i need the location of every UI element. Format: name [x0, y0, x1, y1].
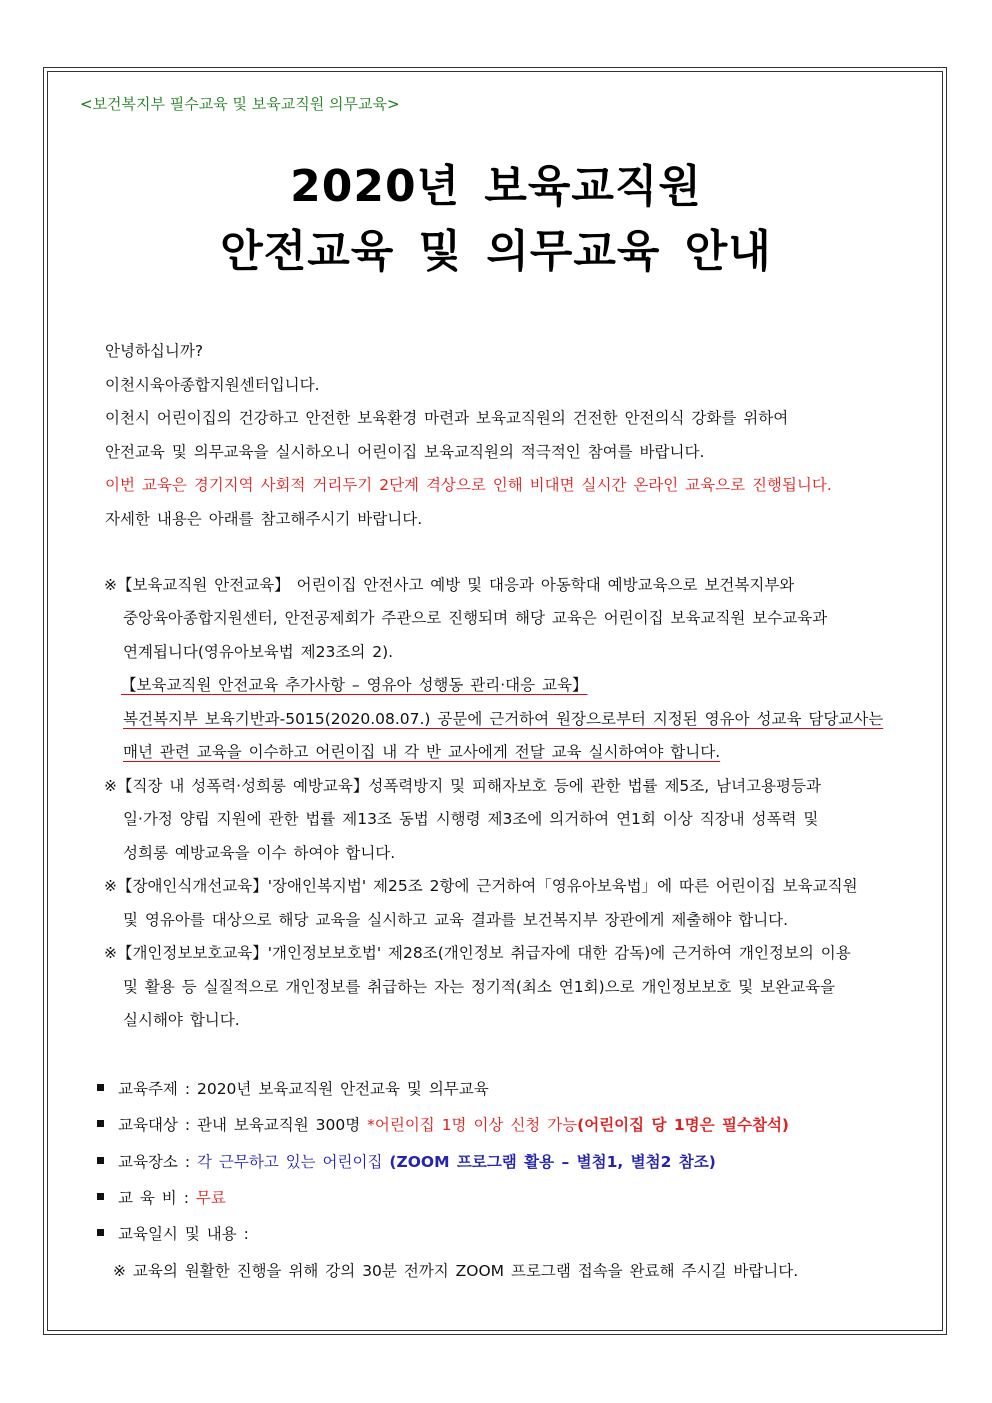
note-harassment-line: 일·가정 양립 지원에 관한 법률 제13조 동법 시행령 제3조에 의거하여 연1회 이상 직장내 성폭력 및 — [123, 810, 819, 828]
detail-fee — [97, 1186, 226, 1208]
detail-fee-label: 교 육 비 : — [118, 1189, 196, 1207]
note-harassment-line: ※【직장 내 성폭력·성희롱 예방교육】성폭력방지 및 피해자보호 등에 관한 법률 제5조, 남녀고용평등과 — [104, 777, 821, 795]
detail-target-value: 관내 보육교직원 300명 — [196, 1116, 368, 1134]
note-addition-line: 복건복지부 보육기반과-5015(2020.08.07.) 공문에 근거하여 원장으로부터 지정된 영유아 성교육 담당교사는 — [123, 710, 884, 728]
note-safety-line: 연계됩니다(영유아보육법 제23조의 2). — [123, 643, 394, 661]
note-privacy-line: 실시해야 합니다. — [123, 1011, 240, 1029]
note-safety-line: 중앙육아종합지원센터, 안전공제회가 주관으로 진행되며 해당 교육은 어린이집 보육교직원 보수교육과 — [123, 609, 828, 627]
detail-schedule-note: ※ 교육의 원활한 진행을 위해 강의 30분 전까지 ZOOM 프로그램 접속을 완료해 주시길 바랍니다. — [113, 1262, 799, 1280]
bullet-square-icon — [97, 1193, 104, 1200]
intro-line: 안전교육 및 의무교육을 실시하오니 어린이집 보육교직원의 적극적인 참여를 바랍니다. — [105, 443, 705, 461]
intro-line: 이천시육아종합지원센터입니다. — [105, 376, 320, 394]
note-addition-line: 매년 관련 교육을 이수하고 어린이집 내 각 반 교사에게 전달 교육 실시하여야 합니다. — [123, 743, 721, 761]
detail-place-value: 각 근무하고 있는 어린이집 — [196, 1153, 390, 1171]
bullet-square-icon — [97, 1229, 104, 1236]
note-privacy-line: 및 활용 등 실질적으로 개인정보를 취급하는 자는 정기적(최소 연1회)으로 개인정보보호 및 보완교육을 — [123, 978, 836, 996]
note-disability-line: ※【장애인식개선교육】'장애인복지법' 제25조 2항에 근거하여「영유아보육법」에 따른 어린이집 보육교직원 — [104, 877, 858, 895]
detail-fee-value: 무료 — [195, 1189, 226, 1207]
bullet-square-icon — [97, 1084, 104, 1091]
detail-schedule — [97, 1222, 249, 1244]
note-safety-line: ※【보육교직원 안전교육】 어린이집 안전사고 예방 및 대응과 아동학대 예방교육으로 보건복지부와 — [104, 576, 795, 594]
intro-online-notice: 이번 교육은 경기지역 사회적 거리두기 2단계 격상으로 인해 비대면 실시간 온라인 교육으로 진행됩니다. — [105, 476, 832, 494]
detail-topic-label: 교육주제 : — [118, 1080, 197, 1098]
detail-place-zoom: (ZOOM 프로그램 활용 – 별첨1, 별첨2 참조) — [389, 1153, 716, 1171]
bullet-square-icon — [97, 1157, 104, 1164]
intro-line: 이천시 어린이집의 건강하고 안전한 보육환경 마련과 보육교직원의 건전한 안전의식 강화를 위하여 — [105, 409, 789, 427]
detail-topic — [97, 1077, 489, 1099]
note-harassment-line: 성희롱 예방교육을 이수 하여야 합니다. — [123, 844, 396, 862]
detail-schedule-label: 교육일시 및 내용 : — [118, 1225, 249, 1243]
detail-target-required: (어린이집 당 1명은 필수참석) — [577, 1116, 790, 1134]
intro-line: 안녕하십니까? — [105, 342, 204, 360]
title-line-1: 2020년 보육교직원 — [290, 161, 702, 212]
detail-place-label: 교육장소 : — [118, 1153, 197, 1171]
header-tag: <보건복지부 필수교육 및 보육교직원 의무교육> — [80, 95, 400, 113]
intro-line: 자세한 내용은 아래를 참고해주시기 바랍니다. — [105, 510, 423, 528]
note-addition-title: 【보육교직원 안전교육 추가사항 – 영유아 성행동 관리·대응 교육】 — [121, 676, 588, 694]
detail-place — [97, 1150, 716, 1172]
detail-target-label: 교육대상 : — [118, 1116, 197, 1134]
bullet-square-icon — [97, 1120, 104, 1127]
title-line-2: 안전교육 및 의무교육 안내 — [220, 226, 772, 277]
note-privacy-line: ※【개인정보보호교육】'개인정보보호법' 제28조(개인정보 취급자에 대한 감독)에 근거하여 개인정보의 이용 — [104, 944, 851, 962]
note-disability-line: 및 영유아를 대상으로 해당 교육을 실시하고 교육 결과를 보건복지부 장관에게 제출해야 합니다. — [123, 911, 789, 929]
detail-target-note: *어린이집 1명 이상 신청 가능 — [367, 1116, 578, 1134]
detail-target — [97, 1113, 789, 1135]
detail-topic-value: 2020년 보육교직원 안전교육 및 의무교육 — [196, 1080, 489, 1098]
